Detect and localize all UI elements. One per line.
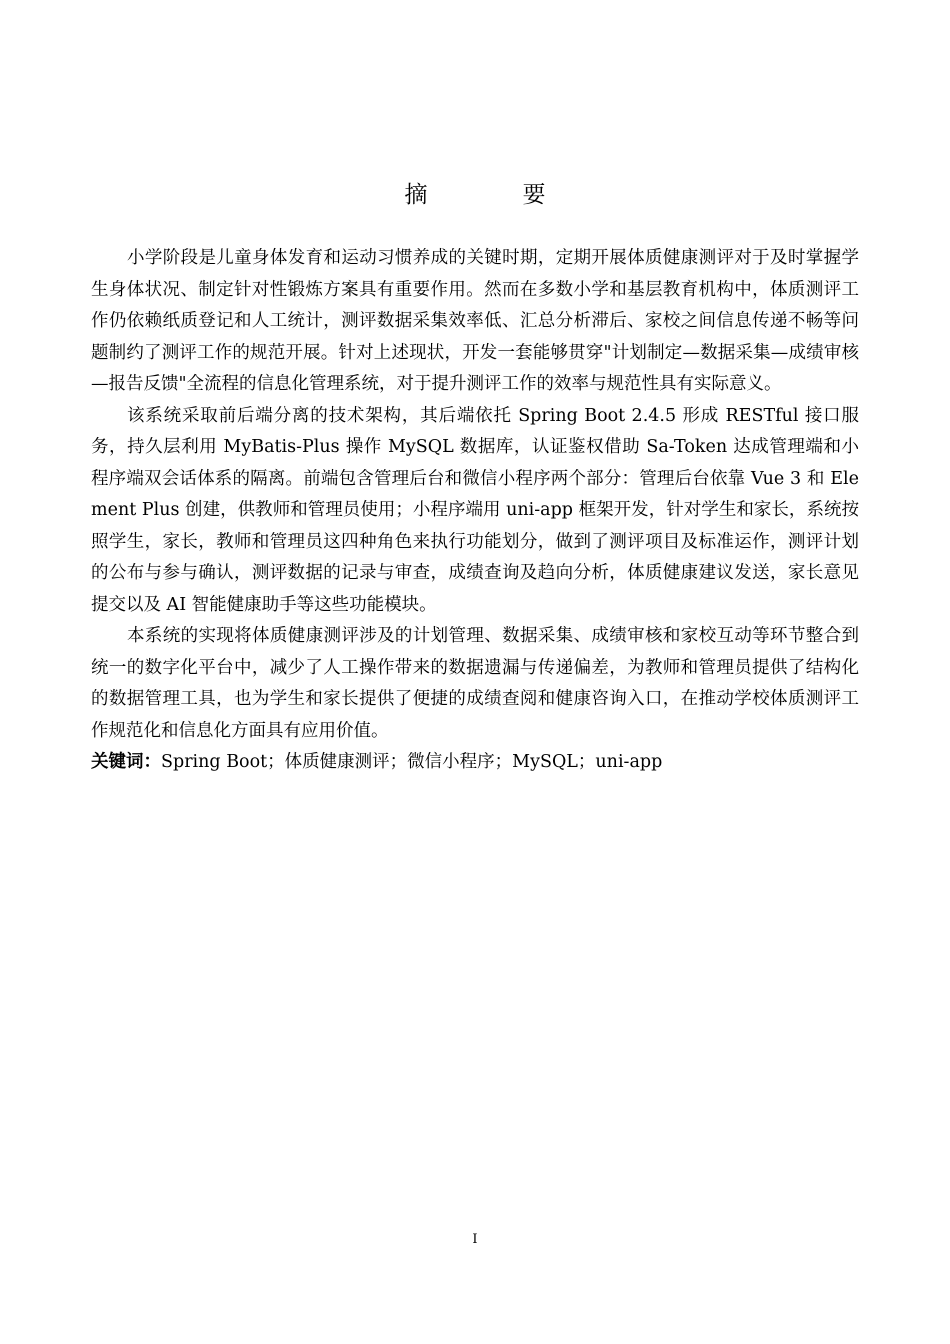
abstract-body xyxy=(91,243,859,779)
keywords-label: 关键词： xyxy=(91,752,161,772)
abstract-paragraph-3: 本系统的实现将体质健康测评涉及的计划管理、数据采集、成绩审核和家校互动等环节整合到统一的数字化平台中，减少了人工操作带来的数据遗漏与传递偏差，为教师和管理员提供了结构化的数据管理工具，也为学生和家长提供了便捷的成绩查阅和健康咨询入口，在推动学校体质测评工作规范化和信息化方面具有应用价值。 xyxy=(91,626,859,741)
keywords-text: Spring Boot；体质健康测评；微信小程序；MySQL；uni-app xyxy=(161,752,663,772)
page-number: I xyxy=(472,1232,478,1247)
abstract-title: 摘 要 xyxy=(404,182,582,208)
keywords-line xyxy=(91,747,859,779)
abstract-paragraph-2: 该系统采取前后端分离的技术架构，其后端依托 Spring Boot 2.4.5 形成 RESTful 接口服务，持久层利用 MyBatis-Plus 操作 MySQL 数据库，认证鉴权借助 Sa-Token 达成管理端和小程序端双会话体系的隔离。前端包含管理后台和微信小程序两个部分：管理后台依靠 Vue 3 和 Element Plus 创建，供教师和管理员使用；小程序端用 uni-app 框架开发，针对学生和家长，系统按照学生，家长，教师和管理员这四种角色来执行功能划分，做到了测评项目及标准运作，测评计划的公布与参与确认，测评数据的记录与审查，成绩查询及趋向分析，体质健康建议发送，家长意见提交以及 AI 智能健康助手等这些功能模块。 xyxy=(91,405,859,615)
abstract-paragraph-1: 小学阶段是儿童身体发育和运动习惯养成的关键时期，定期开展体质健康测评对于及时掌握学生身体状况、制定针对性锻炼方案具有重要作用。然而在多数小学和基层教育机构中，体质测评工作仍依赖纸质登记和人工统计，测评数据采集效率低、汇总分析滞后、家校之间信息传递不畅等问题制约了测评工作的规范开展。针对上述现状，开发一套能够贯穿"计划制定—数据采集—成绩审核—报告反馈"全流程的信息化管理系统，对于提升测评工作的效率与规范性具有实际意义。 xyxy=(91,248,859,394)
